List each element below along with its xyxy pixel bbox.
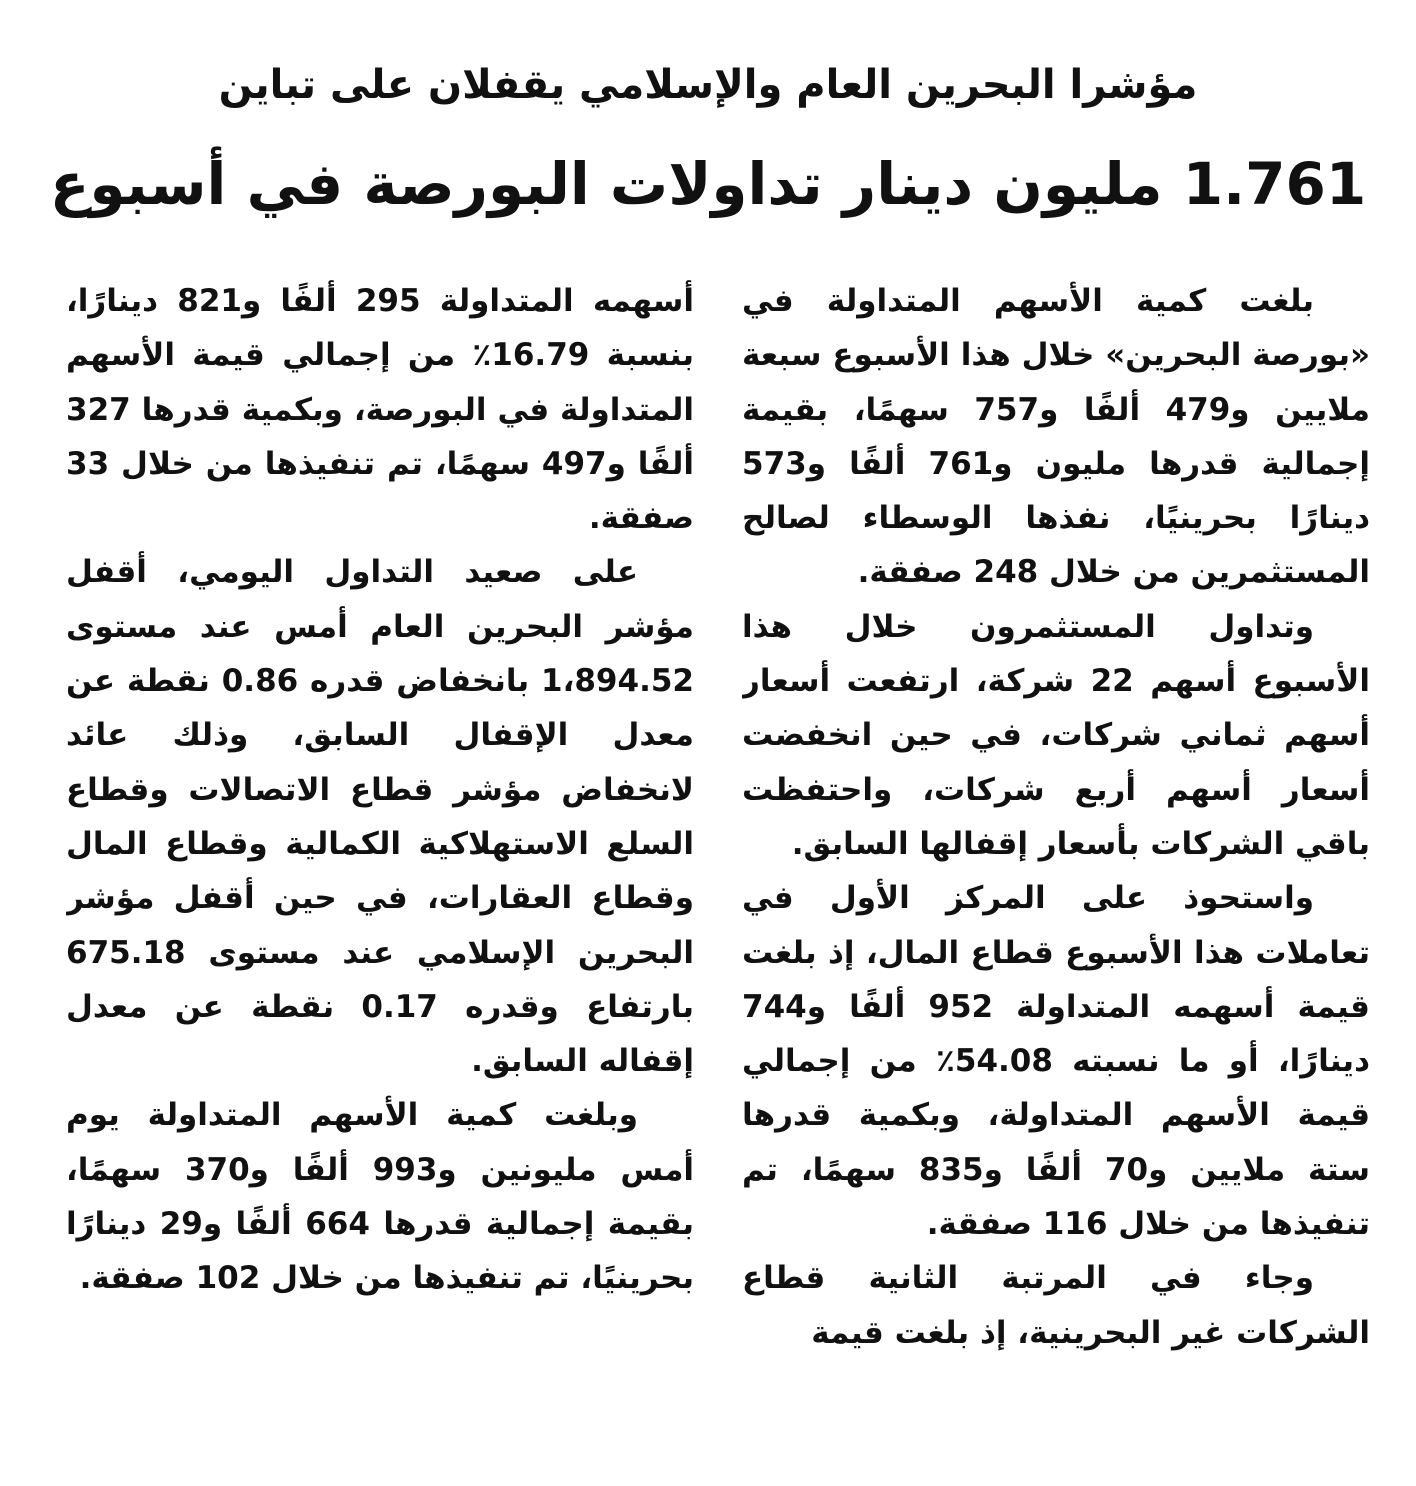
article-body [66,274,1370,1464]
article-column-right [742,274,1370,1464]
article-column-left [66,274,694,1464]
article-kicker: مؤشرا البحرين العام والإسلامي يقفلان على تباين [218,62,1198,108]
article-paragraph: وبلغت كمية الأسهم المتداولة يوم أمس مليونين و993 ألفًا و370 سهمًا، بقيمة إجمالية قدرها 664 ألفًا و29 دينارًا بحرينيًا، تم تنفيذها من خلال 102 صفقة. [66,1097,694,1297]
article-paragraph: وجاء في المرتبة الثانية قطاع الشركات غير البحرينية، إذ بلغت قيمة [742,1260,1370,1351]
article-paragraph-continued: أسهمه المتداولة 295 ألفًا و821 دينارًا، بنسبة 16.79٪ من إجمالي قيمة الأسهم المتداولة في البورصة، وبكمية قدرها 327 ألفًا و497 سهمًا، تم تنفيذها من خلال 33 صفقة. [66,283,694,537]
article-headline: 1.761 مليون دينار تداولات البورصة في أسبوع [49,150,1367,218]
article-paragraph: وتداول المستثمرون خلال هذا الأسبوع أسهم 22 شركة، ارتفعت أسعار أسهم ثماني شركات، في حين انخفضت أسعار أسهم أربع شركات، واحتفظت باقي الشركات بأسعار إقفالها السابق. [742,608,1370,862]
article-paragraph: واستحوذ على المركز الأول في تعاملات هذا الأسبوع قطاع المال، إذ بلغت قيمة أسهمه المتداولة 952 ألفًا و744 دينارًا، أو ما نسبته 54.08٪ من إجمالي قيمة الأسهم المتداولة، وبكمية قدرها ستة ملايين و70 ألفًا و835 سهمًا، تم تنفيذها من خلال 116 صفقة. [742,880,1370,1243]
article-paragraph: بلغت كمية الأسهم المتداولة في «بورصة البحرين» خلال هذا الأسبوع سبعة ملايين و479 ألفًا و757 سهمًا، بقيمة إجمالية قدرها مليون و761 ألفًا و573 دينارًا بحرينيًا، نفذها الوسطاء لصالح المستثمرين من خلال 248 صفقة. [742,283,1370,591]
article-paragraph: على صعيد التداول اليومي، أقفل مؤشر البحرين العام أمس عند مستوى 1،894.52 بانخفاض قدره 0.86 نقطة عن معدل الإقفال السابق، وذلك عائد لانخفاض مؤشر قطاع الاتصالات وقطاع السلع الاستهلاكية الكمالية وقطاع المال وقطاع العقارات، في حين أقفل مؤشر البحرين الإسلامي عند مستوى 675.18 بارتفاع وقدره 0.17 نقطة عن معدل إقفاله السابق. [66,554,694,1080]
